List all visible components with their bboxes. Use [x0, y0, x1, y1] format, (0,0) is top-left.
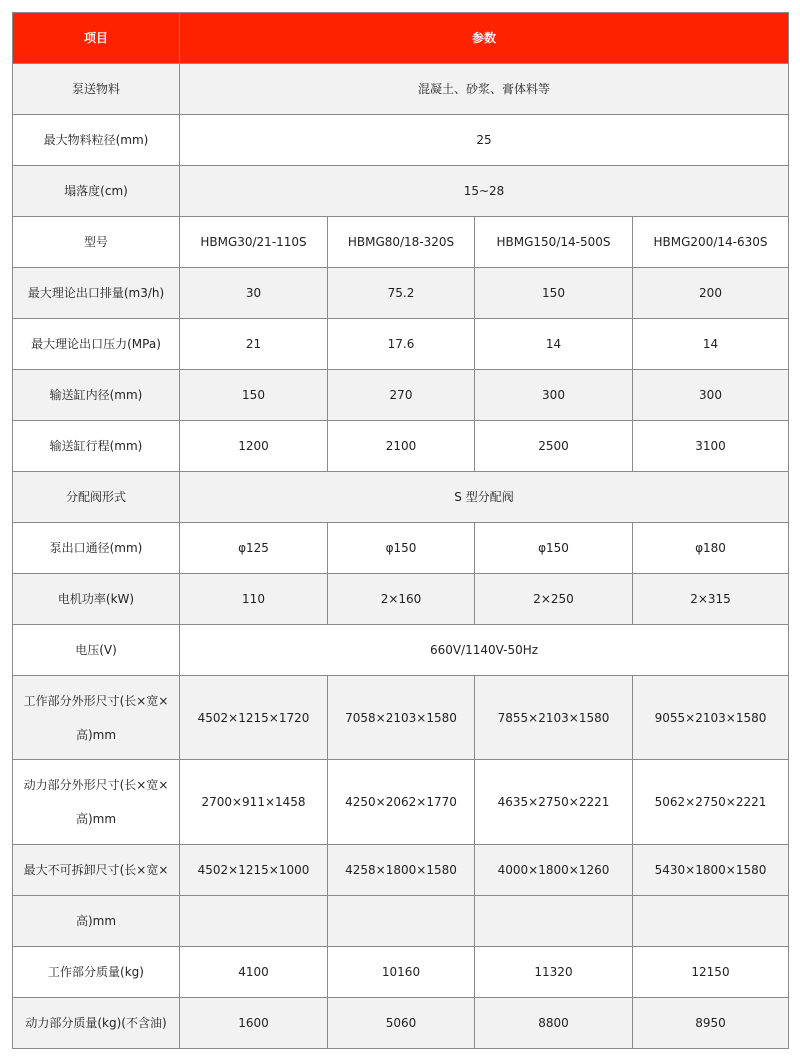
table-row	[13, 998, 789, 1049]
row-value: 10160	[328, 947, 475, 998]
row-label: 塌落度(cm)	[13, 166, 180, 217]
row-value: 2×160	[328, 574, 475, 625]
row-value	[633, 896, 789, 947]
row-value: φ150	[475, 523, 633, 574]
row-value: HBMG30/21-110S	[180, 217, 328, 268]
row-value: 15~28	[180, 166, 789, 217]
row-label: 电压(V)	[13, 625, 180, 676]
row-label: 工作部分外形尺寸(长×宽×高)mm	[13, 676, 180, 760]
row-value: φ150	[328, 523, 475, 574]
row-label: 泵送物料	[13, 64, 180, 115]
row-value: 4258×1800×1580	[328, 845, 475, 896]
row-value: φ125	[180, 523, 328, 574]
row-value: HBMG200/14-630S	[633, 217, 789, 268]
table-row	[13, 574, 789, 625]
table-row	[13, 472, 789, 523]
row-value: 4502×1215×1720	[180, 676, 328, 760]
spec-table	[12, 12, 789, 1049]
row-value: 300	[475, 370, 633, 421]
table-row	[13, 760, 789, 845]
row-value: 7855×2103×1580	[475, 676, 633, 760]
row-label: 最大物料粒径(mm)	[13, 115, 180, 166]
row-value: 8800	[475, 998, 633, 1049]
row-label: 输送缸内径(mm)	[13, 370, 180, 421]
row-label: 泵出口通径(mm)	[13, 523, 180, 574]
row-value: 5430×1800×1580	[633, 845, 789, 896]
row-value: 300	[633, 370, 789, 421]
header-param: 参数	[180, 13, 789, 64]
row-value: HBMG150/14-500S	[475, 217, 633, 268]
row-value	[180, 896, 328, 947]
row-label: 型号	[13, 217, 180, 268]
row-value: 12150	[633, 947, 789, 998]
table-row	[13, 676, 789, 760]
row-value: 1200	[180, 421, 328, 472]
row-value: 1600	[180, 998, 328, 1049]
table-row	[13, 947, 789, 998]
table-row	[13, 268, 789, 319]
row-value: 14	[633, 319, 789, 370]
row-label: 动力部分质量(kg)(不含油)	[13, 998, 180, 1049]
table-row	[13, 523, 789, 574]
row-value: 25	[180, 115, 789, 166]
row-value: 8950	[633, 998, 789, 1049]
row-label: 工作部分质量(kg)	[13, 947, 180, 998]
table-row	[13, 319, 789, 370]
row-label: 输送缸行程(mm)	[13, 421, 180, 472]
row-value: S 型分配阀	[180, 472, 789, 523]
row-value: 110	[180, 574, 328, 625]
row-label: 最大理论出口排量(m3/h)	[13, 268, 180, 319]
row-value: 150	[180, 370, 328, 421]
header-item: 项目	[13, 13, 180, 64]
table-row	[13, 421, 789, 472]
row-value: 9055×2103×1580	[633, 676, 789, 760]
row-label: 最大不可拆卸尺寸(长×宽×	[13, 845, 180, 896]
row-label: 动力部分外形尺寸(长×宽×高)mm	[13, 760, 180, 845]
table-row	[13, 370, 789, 421]
row-value: φ180	[633, 523, 789, 574]
row-value: 75.2	[328, 268, 475, 319]
row-value: 4250×2062×1770	[328, 760, 475, 845]
row-value: 4000×1800×1260	[475, 845, 633, 896]
row-value: 5062×2750×2221	[633, 760, 789, 845]
row-value: 11320	[475, 947, 633, 998]
row-label: 最大理论出口压力(MPa)	[13, 319, 180, 370]
row-value: 2×315	[633, 574, 789, 625]
row-value: 2100	[328, 421, 475, 472]
row-label: 分配阀形式	[13, 472, 180, 523]
row-value: 270	[328, 370, 475, 421]
table-row	[13, 896, 789, 947]
row-value: 混凝土、砂浆、膏体料等	[180, 64, 789, 115]
table-row	[13, 217, 789, 268]
table-row	[13, 845, 789, 896]
row-value: 3100	[633, 421, 789, 472]
row-value: 4100	[180, 947, 328, 998]
row-value: 150	[475, 268, 633, 319]
row-value: 17.6	[328, 319, 475, 370]
row-label: 电机功率(kW)	[13, 574, 180, 625]
row-value: 2700×911×1458	[180, 760, 328, 845]
row-value: 21	[180, 319, 328, 370]
table-row	[13, 115, 789, 166]
row-label: 高)mm	[13, 896, 180, 947]
row-value: 2×250	[475, 574, 633, 625]
row-value: 200	[633, 268, 789, 319]
row-value: 7058×2103×1580	[328, 676, 475, 760]
row-value: HBMG80/18-320S	[328, 217, 475, 268]
row-value: 4502×1215×1000	[180, 845, 328, 896]
row-value	[475, 896, 633, 947]
table-row	[13, 166, 789, 217]
row-value	[328, 896, 475, 947]
row-value: 2500	[475, 421, 633, 472]
row-value: 660V/1140V-50Hz	[180, 625, 789, 676]
table-row	[13, 625, 789, 676]
table-row	[13, 64, 789, 115]
row-value: 4635×2750×2221	[475, 760, 633, 845]
row-value: 14	[475, 319, 633, 370]
table-header-row	[13, 13, 789, 64]
row-value: 30	[180, 268, 328, 319]
row-value: 5060	[328, 998, 475, 1049]
